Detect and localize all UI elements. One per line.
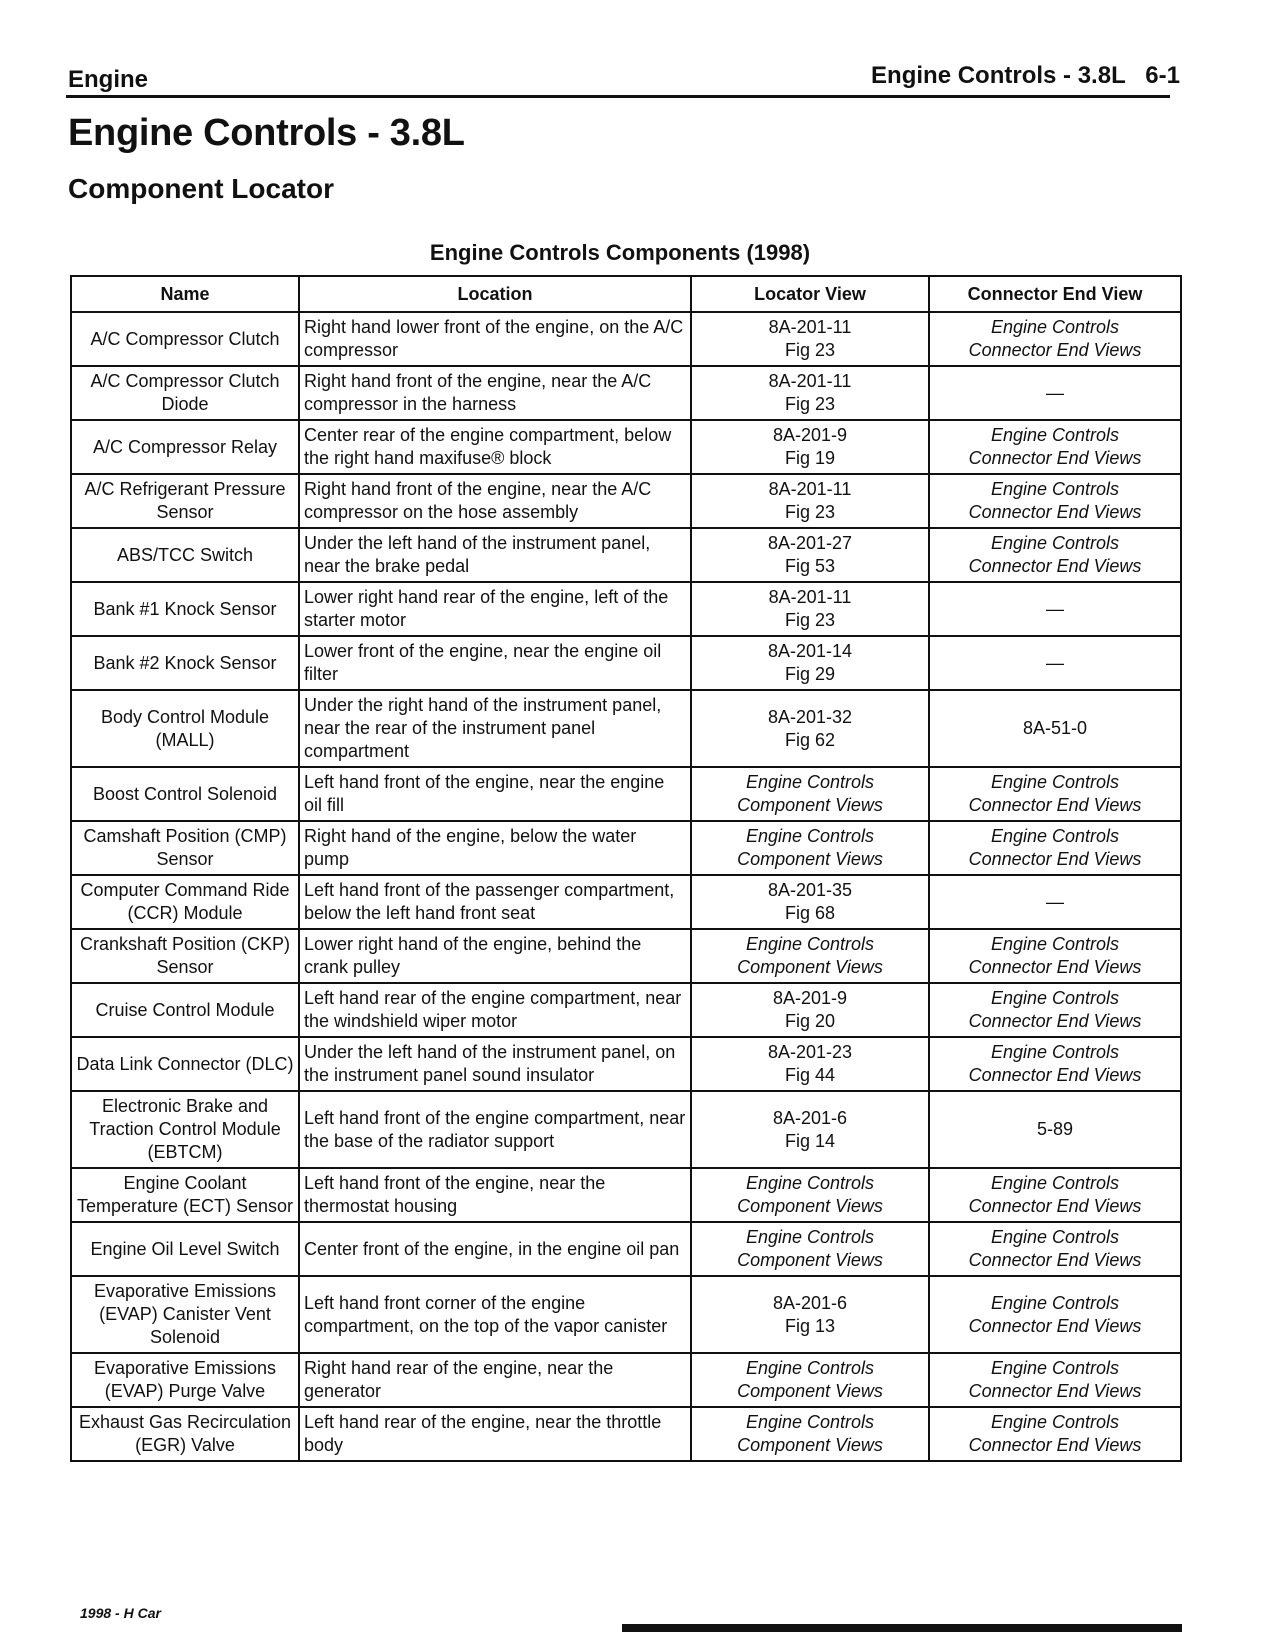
table-row — [71, 582, 1181, 636]
cell-locator-view: 8A-201-27 Fig 53 — [691, 528, 929, 582]
cell-locator-view: 8A-201-9 Fig 20 — [691, 983, 929, 1037]
cell-locator-view: Engine Controls Component Views — [691, 821, 929, 875]
cell-connector-end-view: Engine Controls Connector End Views — [929, 983, 1181, 1037]
table-row — [71, 1037, 1181, 1091]
cell-location: Under the right hand of the instrument panel, near the rear of the instrument panel compartment — [299, 690, 691, 767]
table-row — [71, 636, 1181, 690]
cell-connector-end-view: Engine Controls Connector End Views — [929, 821, 1181, 875]
cell-location: Lower right hand of the engine, behind the crank pulley — [299, 929, 691, 983]
cell-locator-view: Engine Controls Component Views — [691, 1168, 929, 1222]
cell-name: Engine Oil Level Switch — [71, 1222, 299, 1276]
cell-name: A/C Compressor Relay — [71, 420, 299, 474]
cell-locator-view: Engine Controls Component Views — [691, 767, 929, 821]
cell-connector-end-view: Engine Controls Connector End Views — [929, 1168, 1181, 1222]
cell-connector-end-view: 8A-51-0 — [929, 690, 1181, 767]
cell-name: ABS/TCC Switch — [71, 528, 299, 582]
cell-connector-end-view: Engine Controls Connector End Views — [929, 1353, 1181, 1407]
cell-locator-view: 8A-201-9 Fig 19 — [691, 420, 929, 474]
cell-name: A/C Compressor Clutch — [71, 312, 299, 366]
cell-name: A/C Refrigerant Pressure Sensor — [71, 474, 299, 528]
table-row — [71, 821, 1181, 875]
cell-locator-view: 8A-201-32 Fig 62 — [691, 690, 929, 767]
cell-connector-end-view: 5-89 — [929, 1091, 1181, 1168]
section-header: Engine — [68, 66, 149, 93]
cell-name: Exhaust Gas Recirculation (EGR) Valve — [71, 1407, 299, 1461]
cell-locator-view: 8A-201-35 Fig 68 — [691, 875, 929, 929]
cell-locator-view: Engine Controls Component Views — [691, 929, 929, 983]
table-row — [71, 983, 1181, 1037]
cell-location: Center rear of the engine compartment, below the right hand maxifuse® block — [299, 420, 691, 474]
cell-name: Evaporative Emissions (EVAP) Canister Vent Solenoid — [71, 1276, 299, 1353]
cell-location: Left hand front corner of the engine compartment, on the top of the vapor canister — [299, 1276, 691, 1353]
cell-location: Right hand rear of the engine, near the generator — [299, 1353, 691, 1407]
cell-connector-end-view: — — [929, 636, 1181, 690]
column-header-location: Location — [299, 276, 691, 312]
table-row — [71, 1222, 1181, 1276]
table-row — [71, 929, 1181, 983]
table-row — [71, 875, 1181, 929]
cell-name: Crankshaft Position (CKP) Sensor — [71, 929, 299, 983]
cell-locator-view: Engine Controls Component Views — [691, 1222, 929, 1276]
cell-locator-view: 8A-201-11 Fig 23 — [691, 582, 929, 636]
cell-location: Right hand lower front of the engine, on the A/C compressor — [299, 312, 691, 366]
table-row — [71, 1091, 1181, 1168]
page-title: Engine Controls - 3.8L — [68, 112, 465, 154]
running-title: Engine Controls - 3.8L 6-1 — [871, 62, 1180, 89]
cell-name: Cruise Control Module — [71, 983, 299, 1037]
cell-connector-end-view: — — [929, 582, 1181, 636]
cell-name: Evaporative Emissions (EVAP) Purge Valve — [71, 1353, 299, 1407]
page-footer: 1998 - H Car — [80, 1605, 161, 1621]
cell-connector-end-view: Engine Controls Connector End Views — [929, 474, 1181, 528]
table-row — [71, 420, 1181, 474]
cell-locator-view: 8A-201-6 Fig 13 — [691, 1276, 929, 1353]
cell-locator-view: Engine Controls Component Views — [691, 1353, 929, 1407]
table-row — [71, 767, 1181, 821]
cell-name: Engine Coolant Temperature (ECT) Sensor — [71, 1168, 299, 1222]
column-header-name: Name — [71, 276, 299, 312]
table-row — [71, 474, 1181, 528]
table-row — [71, 1407, 1181, 1461]
cell-connector-end-view: Engine Controls Connector End Views — [929, 929, 1181, 983]
cell-connector-end-view: Engine Controls Connector End Views — [929, 420, 1181, 474]
cell-name: Computer Command Ride (CCR) Module — [71, 875, 299, 929]
cell-name: Body Control Module (MALL) — [71, 690, 299, 767]
cell-connector-end-view: Engine Controls Connector End Views — [929, 1407, 1181, 1461]
cell-location: Right hand of the engine, below the water pump — [299, 821, 691, 875]
cell-name: Bank #1 Knock Sensor — [71, 582, 299, 636]
cell-location: Under the left hand of the instrument panel, on the instrument panel sound insulator — [299, 1037, 691, 1091]
cell-connector-end-view: Engine Controls Connector End Views — [929, 1222, 1181, 1276]
column-header-locator-view: Locator View — [691, 276, 929, 312]
cell-location: Left hand rear of the engine compartment, near the windshield wiper motor — [299, 983, 691, 1037]
cell-connector-end-view: Engine Controls Connector End Views — [929, 312, 1181, 366]
cell-location: Left hand front of the passenger compartment, below the left hand front seat — [299, 875, 691, 929]
page-subtitle: Component Locator — [68, 173, 334, 204]
footer-bar — [622, 1624, 1182, 1632]
table-row — [71, 528, 1181, 582]
cell-connector-end-view: Engine Controls Connector End Views — [929, 767, 1181, 821]
cell-location: Left hand rear of the engine, near the throttle body — [299, 1407, 691, 1461]
cell-location: Lower front of the engine, near the engine oil filter — [299, 636, 691, 690]
header-rule — [66, 95, 1170, 98]
cell-location: Under the left hand of the instrument panel, near the brake pedal — [299, 528, 691, 582]
table-row — [71, 690, 1181, 767]
cell-connector-end-view: Engine Controls Connector End Views — [929, 1037, 1181, 1091]
cell-name: A/C Compressor Clutch Diode — [71, 366, 299, 420]
cell-locator-view: 8A-201-11 Fig 23 — [691, 474, 929, 528]
table-row — [71, 366, 1181, 420]
cell-connector-end-view: Engine Controls Connector End Views — [929, 1276, 1181, 1353]
cell-locator-view: 8A-201-11 Fig 23 — [691, 366, 929, 420]
cell-locator-view: 8A-201-6 Fig 14 — [691, 1091, 929, 1168]
table-row — [71, 1168, 1181, 1222]
cell-name: Data Link Connector (DLC) — [71, 1037, 299, 1091]
cell-location: Left hand front of the engine compartment, near the base of the radiator support — [299, 1091, 691, 1168]
table-row — [71, 1353, 1181, 1407]
cell-name: Camshaft Position (CMP) Sensor — [71, 821, 299, 875]
cell-connector-end-view: — — [929, 875, 1181, 929]
cell-location: Right hand front of the engine, near the A/C compressor on the hose assembly — [299, 474, 691, 528]
table-body — [71, 312, 1181, 1461]
table-row — [71, 312, 1181, 366]
cell-name: Boost Control Solenoid — [71, 767, 299, 821]
cell-locator-view: 8A-201-11 Fig 23 — [691, 312, 929, 366]
cell-location: Right hand front of the engine, near the A/C compressor in the harness — [299, 366, 691, 420]
cell-location: Left hand front of the engine, near the thermostat housing — [299, 1168, 691, 1222]
cell-name: Electronic Brake and Traction Control Module (EBTCM) — [71, 1091, 299, 1168]
cell-location: Center front of the engine, in the engine oil pan — [299, 1222, 691, 1276]
column-header-connector-end-view: Connector End View — [929, 276, 1181, 312]
cell-location: Lower right hand rear of the engine, left of the starter motor — [299, 582, 691, 636]
cell-location: Left hand front of the engine, near the engine oil fill — [299, 767, 691, 821]
cell-locator-view: 8A-201-23 Fig 44 — [691, 1037, 929, 1091]
cell-connector-end-view: Engine Controls Connector End Views — [929, 528, 1181, 582]
cell-name: Bank #2 Knock Sensor — [71, 636, 299, 690]
cell-connector-end-view: — — [929, 366, 1181, 420]
cell-locator-view: 8A-201-14 Fig 29 — [691, 636, 929, 690]
components-table — [70, 275, 1182, 1462]
table-title: Engine Controls Components (1998) — [429, 240, 811, 265]
cell-locator-view: Engine Controls Component Views — [691, 1407, 929, 1461]
table-header-row — [71, 276, 1181, 312]
table-row — [71, 1276, 1181, 1353]
